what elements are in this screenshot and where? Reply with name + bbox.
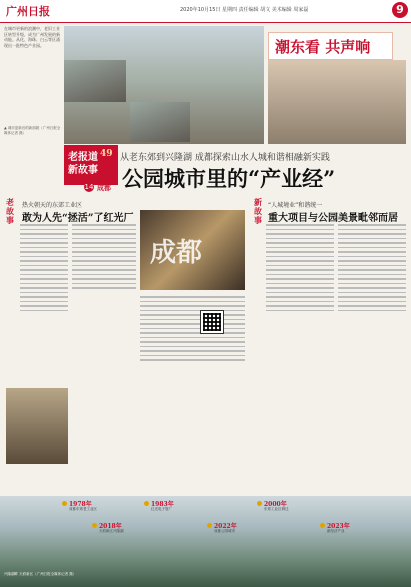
left-section-kicker: 热火朝天的东郊工业区 bbox=[22, 202, 83, 209]
issue-meta: 2020年10月15日 星期四 责任编辑 胡文 美术编辑 周家磊 bbox=[180, 7, 309, 13]
right-section-subhead: 重大项目与公园美景毗邻而居 bbox=[268, 213, 398, 224]
top-intro-text: 在城市更新的浪潮中，老旧工业区转型升级，成为广州发展的新动能。从化、海珠、白云等区涌现出一批特色产业园。 bbox=[4, 26, 60, 48]
right-body-text bbox=[266, 224, 334, 484]
timeline-dot bbox=[257, 501, 262, 506]
top-photo-inset-1 bbox=[64, 60, 126, 102]
timeline-desc: 天府新区兴隆湖 bbox=[99, 529, 124, 533]
timeline-year: 1978年 bbox=[69, 501, 92, 508]
badge-line-1: 老报道 bbox=[68, 152, 98, 163]
right-section-kicker: “人城境业”和谐统一 bbox=[268, 202, 323, 209]
center-photo-label: 成都 bbox=[150, 238, 203, 268]
center-body-text-lower bbox=[140, 296, 245, 476]
main-headline: 公园城市里的“产业经” bbox=[122, 166, 336, 191]
center-photo bbox=[140, 210, 245, 290]
timeline-desc: 成都东郊老工业区 bbox=[69, 507, 97, 511]
column-banner bbox=[268, 32, 393, 60]
top-photo-right bbox=[268, 60, 406, 144]
timeline-dot bbox=[320, 523, 325, 528]
series-badge bbox=[64, 145, 118, 185]
timeline-year: 2023年 bbox=[327, 523, 350, 530]
series-number: 14 bbox=[84, 183, 94, 191]
right-body-text-2 bbox=[338, 224, 406, 484]
timeline-year: 2000年 bbox=[264, 501, 287, 508]
timeline-dot bbox=[207, 523, 212, 528]
left-body-text-2 bbox=[72, 224, 136, 484]
left-section-subhead: 敢为人先“拯活”了红光厂 bbox=[22, 213, 134, 224]
top-photo-inset-2 bbox=[130, 102, 190, 142]
badge-line-2: 新故事 bbox=[68, 165, 98, 176]
timeline-desc: 新经济产业 bbox=[327, 529, 345, 533]
badge-number: 49 bbox=[100, 149, 113, 159]
banner-title: 潮东看 共声响 bbox=[275, 38, 371, 56]
series-city: 成都 bbox=[97, 184, 111, 192]
timeline-dot bbox=[92, 523, 97, 528]
timeline-year: 2022年 bbox=[214, 523, 237, 530]
timeline-dot bbox=[144, 501, 149, 506]
timeline-desc: 红光电子管厂 bbox=[151, 507, 172, 511]
page-number: 9 bbox=[392, 2, 408, 18]
timeline bbox=[62, 498, 406, 546]
bottom-caption: 兴隆湖畔 天府新区（广州日报全媒体记者 摄） bbox=[4, 572, 77, 576]
timeline-year: 2018年 bbox=[99, 523, 122, 530]
top-photo-caption: ▲ 城市更新后的新面貌（广州日报全媒体记者 摄） bbox=[4, 126, 61, 135]
timeline-desc: 东郊工业区调迁 bbox=[264, 507, 289, 511]
left-section-tag: 老故事 bbox=[6, 198, 14, 225]
timeline-desc: 成都公园城市 bbox=[214, 529, 235, 533]
qr-code[interactable] bbox=[200, 310, 224, 334]
timeline-year: 1983年 bbox=[151, 501, 174, 508]
timeline-dot bbox=[62, 501, 67, 506]
newspaper-logo: 广州日报 bbox=[6, 5, 50, 18]
left-photo bbox=[6, 388, 68, 464]
right-section-tag: 新故事 bbox=[254, 198, 262, 225]
headline-kicker: 从老东郊到兴隆湖 成都探索山水人城和谐相融新实践 bbox=[120, 153, 330, 163]
